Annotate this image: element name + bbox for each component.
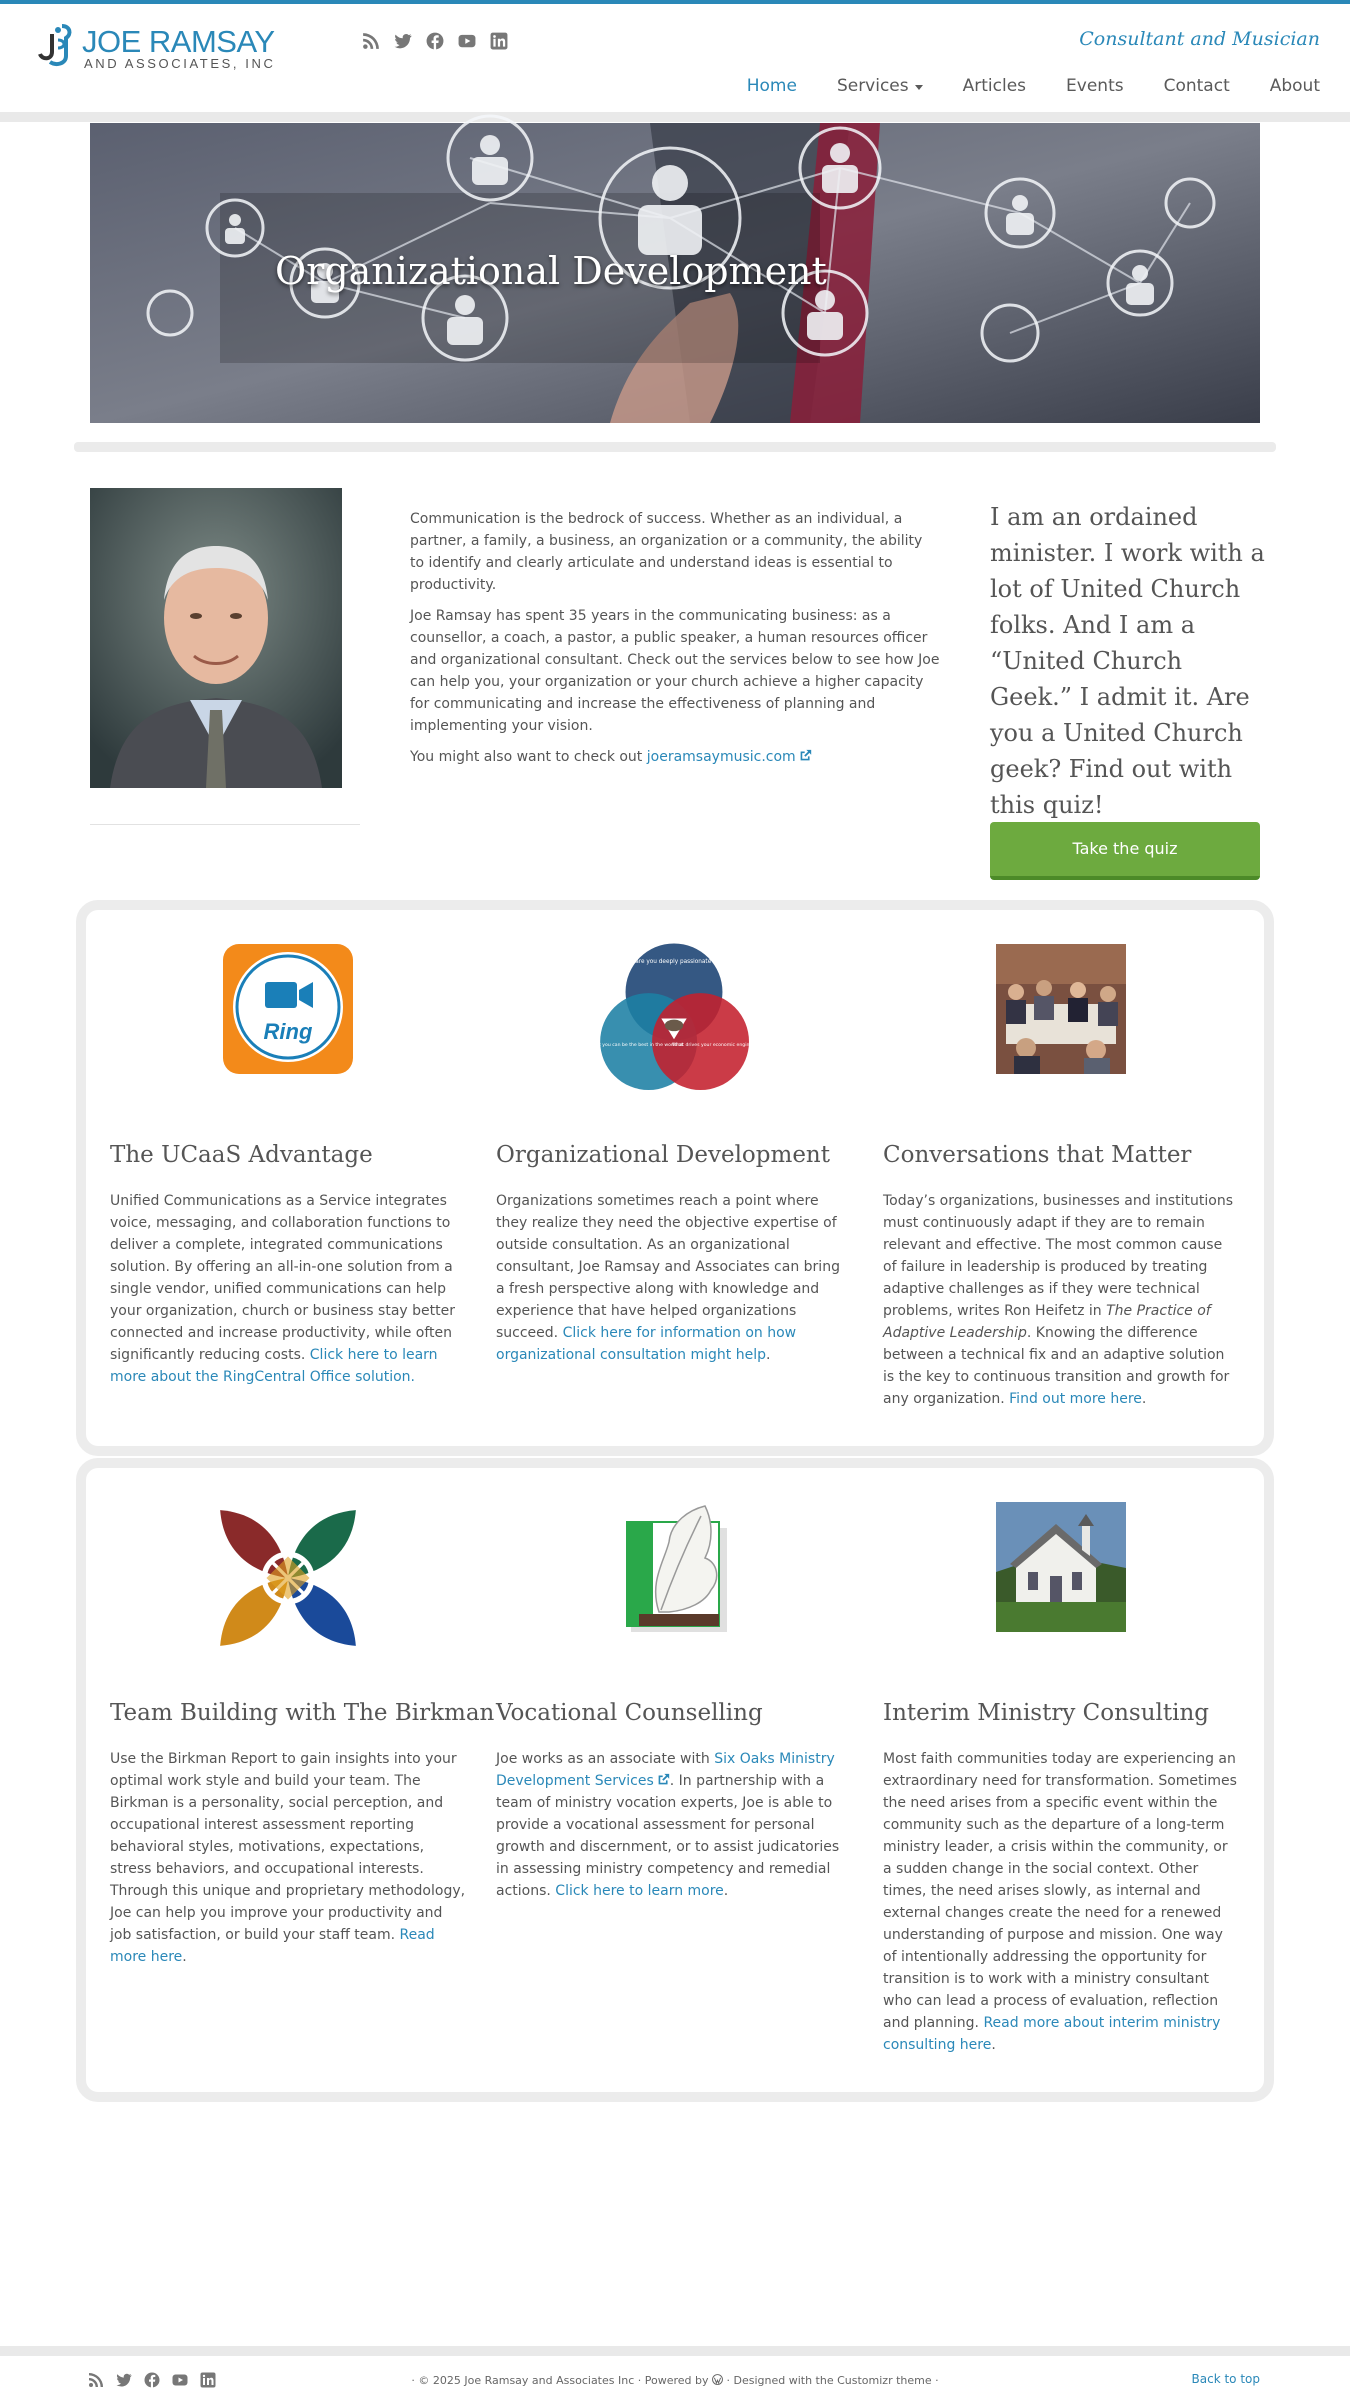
external-link-icon bbox=[799, 747, 812, 760]
site-footer bbox=[0, 2356, 1350, 2408]
external-link-icon bbox=[657, 1771, 670, 1784]
nav-events[interactable] bbox=[1066, 76, 1124, 96]
quiz-promo-text: I am an ordained minister. I work with a lot of United Church folks. And I am a “United Church Geek.” I admit it. Are you a United Church geek? Find out with this quiz! bbox=[990, 503, 1265, 819]
nav-events-label: Events bbox=[1066, 76, 1124, 96]
card-tail: . bbox=[766, 1347, 771, 1363]
card-text: Organizations sometimes reach a point where they realize they need the objective expertise of outside consultation. As an organizational consultant, Joe Ramsay and Associates can bring a fresh perspective along with knowledge and experience that have helped organizations succeed. bbox=[496, 1193, 840, 1341]
card-body bbox=[110, 1190, 466, 1388]
facebook-icon[interactable] bbox=[426, 32, 444, 50]
card-title: Conversations that Matter bbox=[883, 1142, 1192, 1168]
org-consultation-link[interactable]: Click here for information on how organizational consultation might help bbox=[496, 1325, 797, 1363]
intro-paragraph-3 bbox=[410, 746, 940, 768]
venn-diagram-icon[interactable] bbox=[588, 940, 753, 1090]
nav-services[interactable] bbox=[837, 76, 923, 96]
header-social-links bbox=[362, 32, 508, 50]
nav-contact[interactable] bbox=[1164, 76, 1230, 96]
intro-paragraph-1: Communication is the bedrock of success. Whether as an individual, a partner, a family, a business, an organization or a community, the ability to identify and clearly articulate and understand ideas is essential to productivity. bbox=[410, 511, 923, 593]
card-body bbox=[883, 1190, 1239, 1410]
nav-services-label: Services bbox=[836, 76, 909, 96]
nav-about[interactable] bbox=[1270, 76, 1320, 96]
six-oaks-link[interactable]: Six Oaks Ministry Development Services bbox=[496, 1751, 835, 1789]
card-text-2: . Knowing the difference between a technical fix and an adaptive solution is the key to continuous transition and growth for any organization. bbox=[883, 1325, 1230, 1407]
logo-mark-icon bbox=[36, 22, 78, 68]
footer-credits bbox=[0, 2374, 1350, 2387]
joeramsaymusic-link[interactable] bbox=[647, 749, 796, 765]
take-quiz-button[interactable]: Take the quiz bbox=[990, 822, 1260, 880]
footer-separator bbox=[0, 2346, 1350, 2356]
book-title: The Practice of Adaptive Leadership bbox=[883, 1303, 1211, 1341]
card-body bbox=[496, 1190, 852, 1366]
nav-home-label: Home bbox=[746, 76, 797, 96]
card-tail: . bbox=[723, 1883, 729, 1899]
find-out-more-link[interactable]: Find out more here bbox=[1009, 1391, 1142, 1407]
card-text-2: . In partnership with a team of ministry vocation experts, Joe is able to provide a vocational assessment for personal growth and discernment, or to assist judicatories in assessing ministry competency and remedial actions. bbox=[496, 1773, 840, 1899]
intro-p3-prefix: You might also want to check out bbox=[410, 749, 647, 765]
caret-down-icon bbox=[915, 85, 923, 90]
portrait-photo bbox=[90, 488, 342, 788]
card-text: Today’s organizations, businesses and institutions must continuously adapt if they are to remain relevant and effective. The most common cause of failure in leadership is produced by treating adaptive challenges as if they were technical problems, writes Ron Heifetz in bbox=[883, 1193, 1233, 1319]
ringcentral-icon-text: Ring bbox=[263, 1019, 313, 1044]
card-text: Unified Communications as a Service integrates voice, messaging, and collaboration functions to deliver a complete, integrated communications solution. By offering an all-in-one solution from a single vendor, unified communications can help your organization, church or business stay better connected and increase productivity, while often significantly reducing costs. bbox=[110, 1193, 455, 1363]
site-tagline: Consultant and Musician bbox=[1079, 28, 1320, 50]
site-logo[interactable] bbox=[36, 22, 276, 72]
nav-about-label: About bbox=[1269, 76, 1320, 96]
card-title: Interim Ministry Consulting bbox=[883, 1700, 1210, 1726]
card-text: Use the Birkman Report to gain insights into your optimal work style and build your team. The Birkman is a personality, social perception, and occupational interest assessment reporting behavioral styles, motivations, expectations, stress behaviors, and occupational interests. Through this unique and proprietary methodology, Joe can help you improve your productivity and job satisfaction, or build your staff team. bbox=[110, 1751, 466, 1943]
card-title: Vocational Counselling bbox=[496, 1700, 763, 1726]
nav-contact-label: Contact bbox=[1163, 76, 1230, 96]
nav-articles-label: Articles bbox=[962, 76, 1027, 96]
hero-banner bbox=[90, 123, 1260, 423]
site-header bbox=[0, 4, 1350, 112]
twitter-icon[interactable] bbox=[394, 32, 412, 50]
venn-label-top: What are you deeply passionate about bbox=[618, 959, 730, 966]
credits-text: · © 2025 Joe Ramsay and Associates Inc · Powered by bbox=[411, 2374, 712, 2387]
intro-paragraph-2: Joe Ramsay has spent 35 years in the communicating business: as a counsellor, a coach, a pastor, a public speaker, a human resources officer and organizational consultant. Check out the services below to see how Joe can help you, your organization or your church achieve a higher capacity for communicating and increase the effectiveness of planning and implementing your vision. bbox=[410, 608, 940, 734]
card-tail: . bbox=[991, 2037, 996, 2053]
meeting-photo[interactable] bbox=[996, 944, 1126, 1074]
card-tail: . bbox=[182, 1949, 187, 1965]
hero-title: Organizational Development bbox=[275, 249, 827, 293]
venn-label-right: What drives your economic engine bbox=[671, 1043, 753, 1049]
card-text: Joe works as an associate with bbox=[496, 1751, 715, 1767]
portrait-divider bbox=[90, 824, 360, 825]
linkedin-icon[interactable] bbox=[490, 32, 508, 50]
back-to-top-link[interactable]: Back to top bbox=[1191, 2372, 1260, 2386]
birkman-icon[interactable] bbox=[218, 1508, 358, 1648]
nav-articles[interactable] bbox=[963, 76, 1026, 96]
logo-subtitle: AND ASSOCIATES, INC bbox=[84, 56, 276, 71]
card-body bbox=[883, 1748, 1239, 2056]
header-separator bbox=[0, 112, 1350, 122]
church-photo[interactable] bbox=[996, 1502, 1126, 1632]
hero-separator bbox=[74, 442, 1276, 452]
logo-name: JOE RAMSAY bbox=[82, 24, 275, 59]
card-tail: . bbox=[1141, 1391, 1147, 1407]
main-navigation bbox=[707, 76, 1320, 96]
venn-label-left: What you can be the best in the world at bbox=[588, 1043, 684, 1049]
vocational-learn-more-link[interactable]: Click here to learn more bbox=[555, 1883, 724, 1899]
services-panel-2 bbox=[76, 1458, 1274, 2102]
ringcentral-icon[interactable] bbox=[223, 944, 353, 1074]
services-panel-1 bbox=[76, 900, 1274, 1456]
card-title: The UCaaS Advantage bbox=[110, 1142, 373, 1168]
card-body bbox=[110, 1748, 466, 1968]
interim-ministry-link[interactable]: Read more about interim ministry consulting here bbox=[883, 2015, 1221, 2053]
youtube-icon[interactable] bbox=[458, 32, 476, 50]
nav-home[interactable] bbox=[747, 76, 797, 96]
card-title: Organizational Development bbox=[496, 1142, 830, 1168]
card-text: Most faith communities today are experiencing an extraordinary need for transformation. Sometimes the need arises from a specific event within the community such as the departure of a long-term ministry leader, a crisis within the community, or a sudden change in the social context. Other times, the need arises slowly, as internal and external changes create the need for a renewed understanding of purpose and mission. One way of intentionally addressing the opportunity for transition is to work with a ministry consultant who can lead a process of evaluation, reflection and planning. bbox=[883, 1751, 1237, 2031]
card-title: Team Building with The Birkman bbox=[110, 1700, 495, 1726]
intro-section bbox=[0, 488, 1350, 888]
wordpress-icon[interactable] bbox=[712, 2374, 723, 2385]
credits-text-2: · Designed with the Customizr theme · bbox=[723, 2374, 939, 2387]
birkman-read-more-link[interactable]: Read more here bbox=[110, 1927, 435, 1965]
intro-text bbox=[410, 508, 940, 777]
card-body bbox=[496, 1748, 852, 1902]
oak-leaf-icon[interactable] bbox=[609, 1502, 739, 1632]
joeramsaymusic-link-text: joeramsaymusic.com bbox=[646, 749, 796, 765]
ringcentral-link[interactable]: Click here to learn more about the RingCentral Office solution. bbox=[110, 1347, 438, 1385]
rss-icon[interactable] bbox=[362, 32, 380, 50]
